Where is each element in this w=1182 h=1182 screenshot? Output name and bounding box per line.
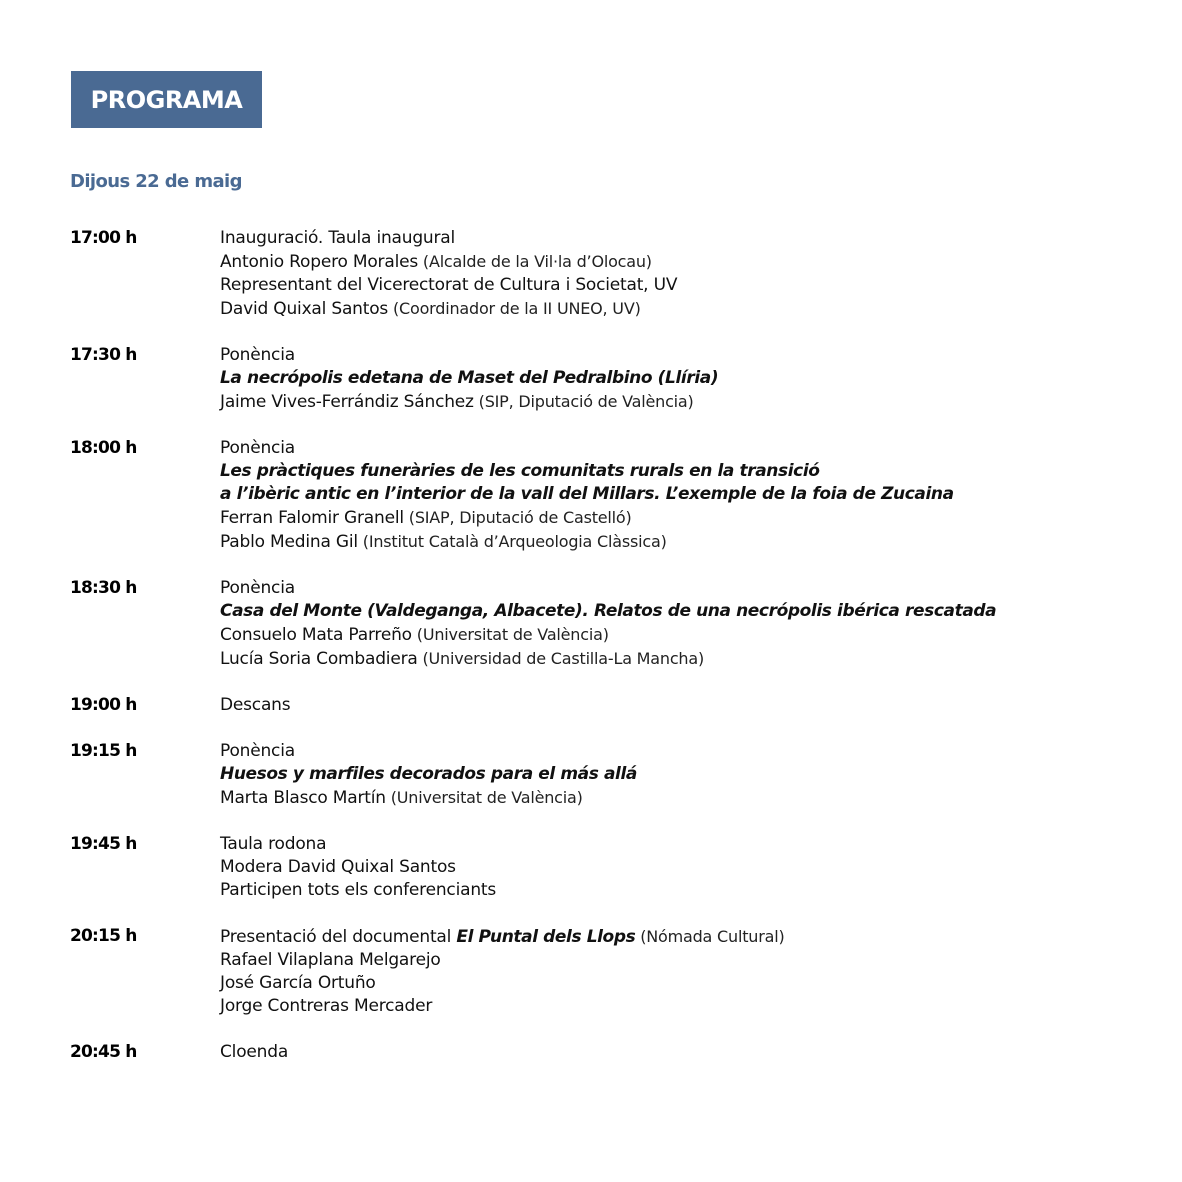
documentary-line bbox=[220, 925, 1130, 949]
talk-title: La necrópolis edetana de Maset del Pedralbino (Llíria) bbox=[220, 368, 719, 388]
slot-line: Inauguració. Taula inaugural bbox=[220, 228, 456, 248]
speaker-name: Pablo Medina Gil bbox=[220, 532, 358, 552]
slot-details bbox=[220, 833, 1130, 902]
slot-time: 19:00 h bbox=[70, 695, 137, 715]
slot-line: Ponència bbox=[220, 438, 295, 458]
speaker-line bbox=[220, 250, 1130, 274]
slot-time: 19:45 h bbox=[70, 834, 137, 854]
slot-time: 20:15 h bbox=[70, 926, 137, 946]
speaker-affiliation: (Universitat de València) bbox=[411, 625, 609, 644]
talk-title: a l’ibèric antic en l’interior de la vall del Millars. L’exemple de la foia de Zucaina bbox=[220, 484, 954, 504]
slot-time: 17:00 h bbox=[70, 228, 137, 248]
slot-line: Descans bbox=[220, 695, 291, 715]
speaker-affiliation: (SIP, Diputació de València) bbox=[473, 392, 694, 411]
schedule-slot bbox=[70, 227, 1130, 321]
speaker-line bbox=[220, 506, 1130, 530]
speaker-name: Ferran Falomir Granell bbox=[220, 508, 404, 528]
speaker-name: Consuelo Mata Parreño bbox=[220, 625, 412, 645]
speaker-line bbox=[220, 623, 1130, 647]
speaker-line bbox=[220, 647, 1130, 671]
slot-details bbox=[220, 437, 1130, 554]
slot-time: 20:45 h bbox=[70, 1042, 137, 1062]
speaker-line bbox=[220, 390, 1130, 414]
speaker-affiliation: (Institut Català d’Arqueologia Clàssica) bbox=[357, 532, 667, 551]
slot-details bbox=[220, 1041, 1130, 1064]
slot-line: Ponència bbox=[220, 345, 295, 365]
slot-line: Cloenda bbox=[220, 1042, 289, 1062]
speaker-line bbox=[220, 297, 1130, 321]
slot-time: 18:30 h bbox=[70, 578, 137, 598]
slot-line: Representant del Vicerectorat de Cultura i Societat, UV bbox=[220, 275, 678, 295]
documentary-prefix: Presentació del documental bbox=[220, 927, 457, 947]
schedule-slot bbox=[70, 437, 1130, 554]
slot-details bbox=[220, 694, 1130, 717]
speaker-name: David Quixal Santos bbox=[220, 299, 389, 319]
slot-line: Ponència bbox=[220, 578, 295, 598]
slot-line: Rafael Vilaplana Melgarejo bbox=[220, 950, 441, 970]
slot-line: Taula rodona bbox=[220, 834, 327, 854]
speaker-name: Jaime Vives-Ferrándiz Sánchez bbox=[220, 392, 474, 412]
talk-title: Huesos y marfiles decorados para el más allá bbox=[220, 764, 637, 784]
speaker-name: Marta Blasco Martín bbox=[220, 788, 386, 808]
talk-title: Casa del Monte (Valdeganga, Albacete). Relatos de una necrópolis ibérica rescatada bbox=[220, 601, 997, 621]
speaker-affiliation: (Universitat de València) bbox=[385, 788, 583, 807]
schedule-slot bbox=[70, 1041, 1130, 1064]
speaker-name: Antonio Ropero Morales bbox=[220, 252, 419, 272]
slot-details bbox=[220, 344, 1130, 414]
schedule-slot bbox=[70, 577, 1130, 671]
speaker-affiliation: (SIAP, Diputació de Castelló) bbox=[403, 508, 632, 527]
schedule-list bbox=[70, 227, 1130, 1087]
slot-line: Ponència bbox=[220, 741, 295, 761]
speaker-affiliation: (Coordinador de la II UNEO, UV) bbox=[388, 299, 641, 318]
slot-line: Participen tots els conferenciants bbox=[220, 880, 497, 900]
slot-details bbox=[220, 925, 1130, 1018]
speaker-line bbox=[220, 530, 1130, 554]
schedule-slot bbox=[70, 925, 1130, 1018]
speaker-affiliation: (Universidad de Castilla-La Mancha) bbox=[417, 649, 705, 668]
slot-details bbox=[220, 577, 1130, 671]
slot-time: 19:15 h bbox=[70, 741, 137, 761]
slot-line: José García Ortuño bbox=[220, 973, 376, 993]
speaker-affiliation: (Alcalde de la Vil·la d’Olocau) bbox=[418, 252, 652, 271]
documentary-title: El Puntal dels Llops bbox=[456, 927, 636, 947]
slot-details bbox=[220, 227, 1130, 321]
slot-line: Jorge Contreras Mercader bbox=[220, 996, 433, 1016]
slot-time: 18:00 h bbox=[70, 438, 137, 458]
slot-details bbox=[220, 740, 1130, 810]
speaker-name: Lucía Soria Combadiera bbox=[220, 649, 418, 669]
schedule-slot bbox=[70, 694, 1130, 717]
schedule-slot bbox=[70, 344, 1130, 414]
speaker-line bbox=[220, 786, 1130, 810]
programa-banner bbox=[71, 71, 262, 128]
slot-time: 17:30 h bbox=[70, 345, 137, 365]
schedule-slot bbox=[70, 740, 1130, 810]
documentary-producer: (Nómada Cultural) bbox=[635, 927, 785, 946]
day-heading: Dijous 22 de maig bbox=[70, 171, 242, 192]
talk-title: Les pràctiques funeràries de les comunitats rurals en la transició bbox=[220, 461, 820, 481]
banner-title: PROGRAMA bbox=[90, 85, 243, 114]
schedule-slot bbox=[70, 833, 1130, 902]
slot-line: Modera David Quixal Santos bbox=[220, 857, 456, 877]
